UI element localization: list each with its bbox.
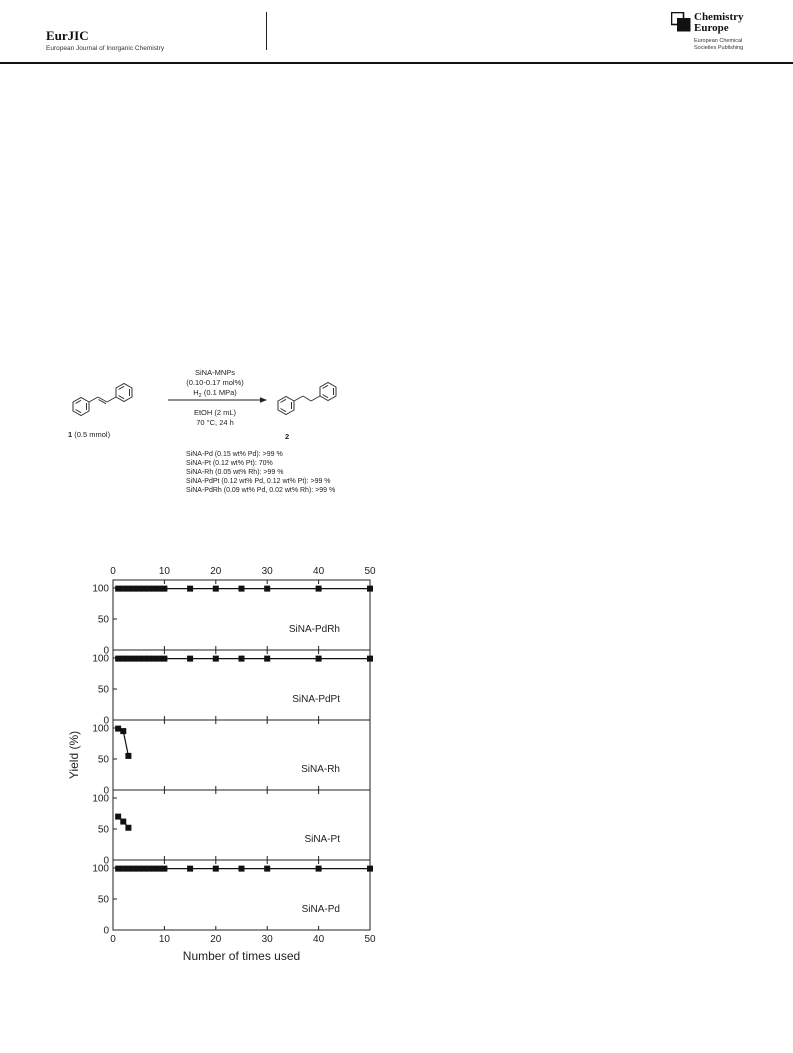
data-point xyxy=(264,586,270,592)
y-tick-label: 0 xyxy=(103,715,109,727)
hydrogen-pressure xyxy=(193,388,237,399)
panel-series-label: SiNA-PdPt xyxy=(292,694,340,705)
x-tick-label-top: 40 xyxy=(313,566,325,577)
chemistry-europe-logo-icon xyxy=(671,12,691,32)
data-point xyxy=(151,656,157,662)
data-point xyxy=(141,866,147,872)
data-point xyxy=(264,656,270,662)
data-point xyxy=(115,814,121,820)
recycling-yield-chart xyxy=(60,555,390,970)
publisher-subtitle-line2: Societies Publishing xyxy=(694,45,744,51)
h2-subscript: 2 xyxy=(198,393,202,399)
y-tick-label: 0 xyxy=(103,855,109,867)
x-tick-label: 0 xyxy=(110,934,116,945)
data-point xyxy=(125,656,131,662)
x-axis-label: Number of times used xyxy=(182,949,301,963)
data-point xyxy=(161,656,167,662)
result-line: SiNA-Rh (0.05 wt% Rh): >99 % xyxy=(186,469,284,476)
publisher-name-line2: Europe xyxy=(694,22,729,34)
data-point xyxy=(187,586,193,592)
x-tick-label: 50 xyxy=(364,934,376,945)
page-header xyxy=(0,0,793,64)
y-tick-label: 100 xyxy=(92,653,109,665)
x-tick-label: 10 xyxy=(158,934,170,945)
data-point xyxy=(239,866,245,872)
data-point xyxy=(141,656,147,662)
data-point xyxy=(120,586,126,592)
y-tick-label: 0 xyxy=(103,925,109,937)
data-point xyxy=(136,866,142,872)
data-point xyxy=(136,586,142,592)
panel-series-label: SiNA-PdRh xyxy=(288,624,340,635)
result-line: SiNA-PdRh (0.09 wt% Pd, 0.02 wt% Rh): >99 % xyxy=(186,487,336,494)
data-point xyxy=(316,656,322,662)
result-line: SiNA-Pt (0.12 wt% Pt): 70% xyxy=(186,460,273,467)
panel-frame xyxy=(113,790,370,860)
result-line: SiNA-Pd (0.15 wt% Pd): >99 % xyxy=(186,451,283,458)
x-tick-label-top: 0 xyxy=(110,566,116,577)
publisher-name-line1: Chemistry xyxy=(694,11,744,23)
data-point xyxy=(115,866,121,872)
svg-text:1 (0.5 mmol) xyxy=(68,430,111,439)
data-point xyxy=(146,866,152,872)
data-point xyxy=(213,656,219,662)
data-point xyxy=(187,866,193,872)
data-point xyxy=(125,586,131,592)
y-tick-label: 100 xyxy=(92,793,109,805)
data-point xyxy=(367,866,373,872)
panel-series-label: SiNA-Pt xyxy=(304,834,340,845)
x-tick-label-top: 30 xyxy=(261,566,273,577)
data-point xyxy=(264,866,270,872)
y-tick-label: 50 xyxy=(97,894,109,906)
solvent-label: EtOH (2 mL) xyxy=(193,408,237,417)
data-point xyxy=(156,586,162,592)
data-point xyxy=(151,866,157,872)
y-tick-label: 100 xyxy=(92,863,109,875)
data-point xyxy=(125,825,131,831)
reactant-amount: (0.5 mmol) xyxy=(72,430,111,439)
x-tick-label: 30 xyxy=(261,934,273,945)
data-point xyxy=(239,656,245,662)
reaction-scheme xyxy=(60,360,400,505)
data-point xyxy=(115,586,121,592)
data-point xyxy=(115,726,121,732)
result-line: SiNA-PdPt (0.12 wt% Pd, 0.12 wt% Pt): >99 % xyxy=(186,478,331,485)
stilbene-structure xyxy=(73,384,132,416)
y-axis-label: Yield (%) xyxy=(67,730,81,780)
data-point xyxy=(151,586,157,592)
panel-series-label: SiNA-Rh xyxy=(301,764,340,775)
data-point xyxy=(146,586,152,592)
x-tick-label: 20 xyxy=(210,934,222,945)
data-point xyxy=(161,586,167,592)
data-point xyxy=(136,656,142,662)
journal-title: EurJIC xyxy=(46,28,89,43)
y-tick-label: 0 xyxy=(103,785,109,797)
data-point xyxy=(239,586,245,592)
header-divider xyxy=(266,12,267,50)
data-point xyxy=(131,866,137,872)
x-tick-label-top: 50 xyxy=(364,566,376,577)
data-point xyxy=(213,866,219,872)
data-point xyxy=(120,866,126,872)
x-tick-label-top: 20 xyxy=(210,566,222,577)
data-point xyxy=(131,656,137,662)
results-list xyxy=(186,451,335,494)
bibenzyl-structure xyxy=(278,383,336,415)
y-tick-label: 50 xyxy=(97,684,109,696)
data-point xyxy=(125,753,131,759)
catalyst-label: SiNA-MNPs xyxy=(194,368,236,377)
data-point xyxy=(125,866,131,872)
data-point xyxy=(156,866,162,872)
data-point xyxy=(115,656,121,662)
conditions-label: 70 °C, 24 h xyxy=(196,418,234,427)
y-tick-label: 100 xyxy=(92,583,109,595)
data-point xyxy=(161,866,167,872)
data-point xyxy=(131,586,137,592)
data-point xyxy=(141,586,147,592)
data-point xyxy=(367,586,373,592)
data-point xyxy=(146,656,152,662)
x-tick-label-top: 10 xyxy=(158,566,170,577)
reactant-label xyxy=(68,430,111,439)
h2-pressure-value: (0.1 MPa) xyxy=(201,388,237,397)
h2-symbol: H xyxy=(193,388,199,397)
data-point xyxy=(120,728,126,734)
data-point xyxy=(120,656,126,662)
publisher-subtitle-line1: European Chemical xyxy=(694,38,743,44)
y-tick-label: 50 xyxy=(97,754,109,766)
panel-series-label: SiNA-Pd xyxy=(301,904,340,915)
data-point xyxy=(316,866,322,872)
y-tick-label: 50 xyxy=(97,614,109,626)
header-rule xyxy=(0,62,793,64)
product-number: 2 xyxy=(285,432,290,441)
data-point xyxy=(156,656,162,662)
journal-subtitle: European Journal of Inorganic Chemistry xyxy=(46,45,165,52)
panel-frame xyxy=(113,720,370,790)
catalyst-loading: (0.10-0.17 mol%) xyxy=(186,378,244,387)
data-point xyxy=(316,586,322,592)
reaction-arrow xyxy=(168,397,267,402)
y-tick-label: 0 xyxy=(103,645,109,657)
data-point xyxy=(120,819,126,825)
y-tick-label: 50 xyxy=(97,824,109,836)
data-point xyxy=(213,586,219,592)
data-point xyxy=(367,656,373,662)
data-point xyxy=(187,656,193,662)
reactant-number: 1 xyxy=(68,430,73,439)
x-tick-label: 40 xyxy=(313,934,325,945)
y-tick-label: 100 xyxy=(92,723,109,735)
